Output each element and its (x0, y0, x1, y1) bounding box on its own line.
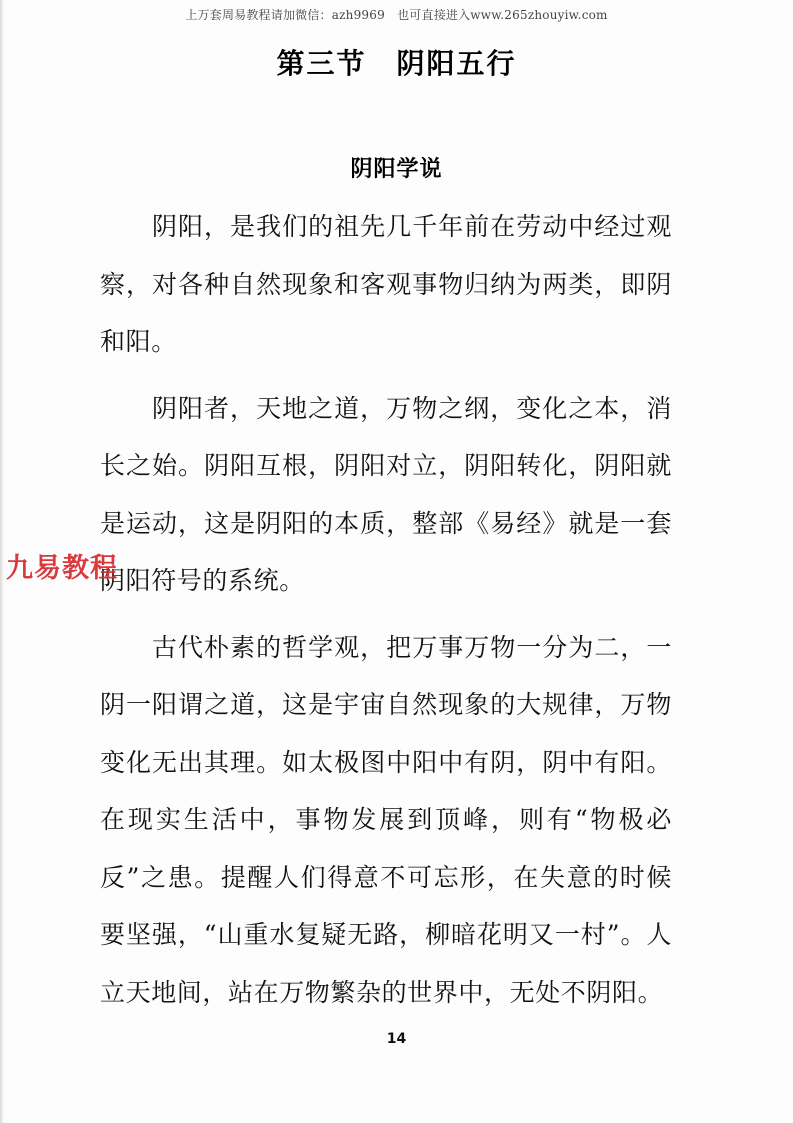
watermark-logo: 九易教程 (6, 553, 118, 584)
section-title: 第三节 阴阳五行 (276, 47, 517, 80)
paragraph: 阴阳，是我们的祖先几千年前在劳动中经过观察，对各种自然现象和客观事物归纳为两类，即阴和阳。 (100, 212, 672, 356)
paragraph: 古代朴素的哲学观，把万事万物一分为二，一阴一阳谓之道，这是宇宙自然现象的大规律，万物变化无出其理。如太极图中阳中有阴，阴中有阳。在现实生活中，事物发展到顶峰，则有“物极必反”之患。提醒人们得意不可忘形，在失意的时候要坚强，“山重水复疑无路，柳暗花明又一村”。人立天地间，站在万物繁杂的世界中，无处不阴阳。 (100, 632, 672, 1007)
body-text (100, 198, 672, 1030)
paragraph: 阴阳者，天地之道，万物之纲，变化之本，消长之始。阴阳互根，阴阳对立，阴阳转化，阴阳就是运动，这是阴阳的本质，整部《易经》就是一套阴阳符号的系统。 (100, 393, 672, 595)
header-banner: 上万套周易教程请加微信：azh9969 也可直接进入www.265zhouyiw.com (185, 8, 608, 22)
subsection-title: 阴阳学说 (350, 157, 443, 182)
page-number: 14 (386, 1031, 407, 1047)
